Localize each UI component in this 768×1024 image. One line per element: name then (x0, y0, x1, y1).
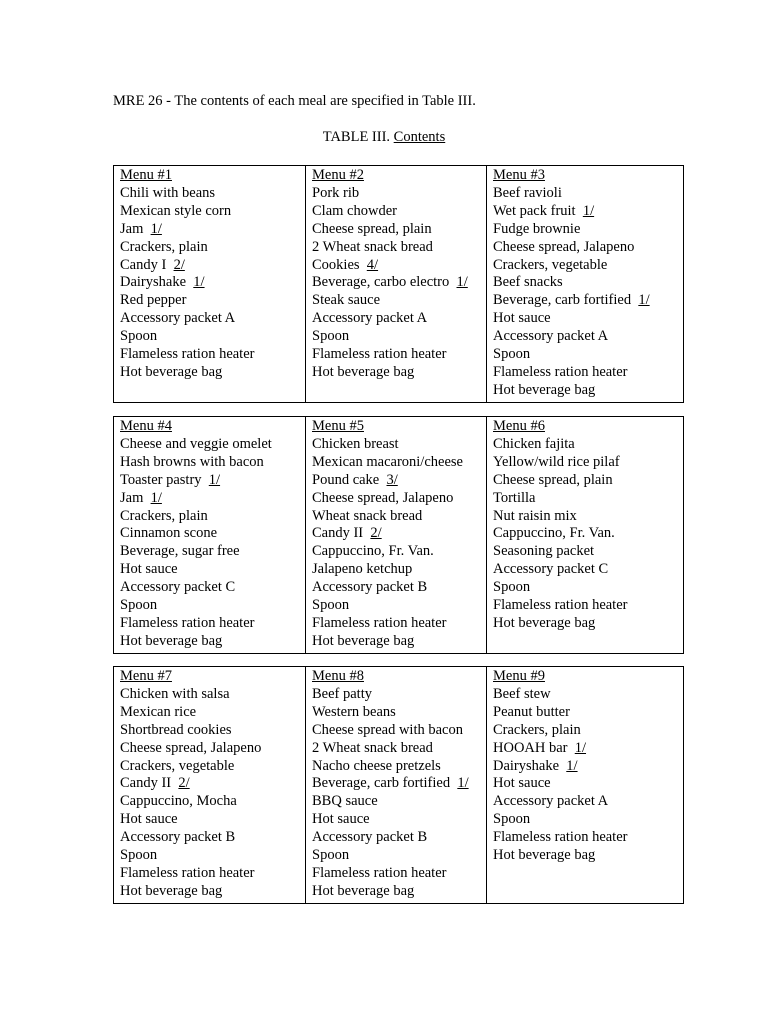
menu-item-text: HOOAH bar (493, 739, 568, 756)
menu-item (493, 740, 683, 758)
menu-item-text: Candy I (120, 256, 167, 273)
menu-item-text: Flameless ration heater (493, 597, 628, 614)
table-title (0, 128, 768, 146)
menu-item-text: Cappuccino, Mocha (120, 793, 237, 810)
menu-item (312, 633, 486, 651)
footnote-ref: 1/ (456, 274, 468, 291)
menu-item (312, 257, 486, 275)
menu-item-text: Flameless ration heater (312, 614, 447, 631)
menu-item-text: Crackers, vegetable (493, 256, 608, 273)
menu-title: Menu #9 (493, 668, 545, 684)
menu-item (312, 704, 486, 722)
menu-item (493, 454, 683, 472)
menu-item-text: Dairyshake (493, 757, 560, 774)
table-title-prefix: TABLE III. (322, 129, 394, 145)
menu-item-text: Jam (120, 220, 144, 237)
menu-item-text: Hot beverage bag (493, 381, 596, 398)
menu-item (120, 543, 305, 561)
menu-cell (306, 667, 487, 904)
menu-item-text: Beverage, carb fortified (312, 775, 451, 792)
menu-item (312, 472, 486, 490)
menu-item-text: Mexican macaroni/cheese (312, 453, 463, 470)
menu-item (312, 561, 486, 579)
menu-item-text: Pork rib (312, 184, 360, 201)
menu-item-text: Shortbread cookies (120, 721, 232, 738)
menu-item-text: Tortilla (493, 489, 536, 506)
menu-item (120, 185, 305, 203)
menu-item-text: Beverage, carbo electro (312, 274, 450, 291)
menu-item (120, 597, 305, 615)
footnote-ref: 2/ (370, 525, 382, 542)
menu-cell (487, 417, 684, 654)
menu-item-text: Hot sauce (493, 310, 551, 327)
menu-item (312, 310, 486, 328)
menu-item-text: Crackers, plain (120, 507, 208, 524)
menu-item (120, 292, 305, 310)
menu-item-text: Flameless ration heater (493, 829, 628, 846)
menu-item-text: Beef snacks (493, 274, 563, 291)
menu-item-text: Spoon (120, 597, 158, 614)
menu-item-text: Flameless ration heater (493, 363, 628, 380)
menu-item (120, 490, 305, 508)
menu-item-text: Wheat snack bread (312, 507, 423, 524)
menu-item (312, 543, 486, 561)
menu-item-text: Mexican style corn (120, 202, 232, 219)
footnote-ref: 1/ (150, 220, 162, 237)
menu-item (493, 811, 683, 829)
footnote-ref: 1/ (193, 274, 205, 291)
menu-item-text: Beef ravioli (493, 184, 562, 201)
menu-item (120, 346, 305, 364)
menu-item (493, 292, 683, 310)
menu-item (312, 274, 486, 292)
menu-item-text: Hot sauce (312, 811, 370, 828)
menu-item (120, 525, 305, 543)
table-title-caption: Contents (393, 129, 446, 145)
menu-item (312, 847, 486, 865)
menu-item-text: Spoon (120, 328, 158, 345)
menu-item-text: Accessory packet C (493, 561, 609, 578)
menu-item-text: Candy II (312, 525, 364, 542)
menu-item (312, 722, 486, 740)
menu-item-text: Cheese spread, plain (312, 220, 432, 237)
footnote-ref: 3/ (386, 471, 398, 488)
menu-item-text: Spoon (312, 597, 350, 614)
menu-item-text: Nacho cheese pretzels (312, 757, 441, 774)
menu-title: Menu #4 (120, 418, 172, 434)
menu-cell (306, 417, 487, 654)
menu-title: Menu #8 (312, 668, 364, 684)
menu-item-text: Cheese spread, Jalapeno (312, 489, 454, 506)
menu-item (120, 811, 305, 829)
menu-item (312, 346, 486, 364)
menu-item-text: Cookies (312, 256, 360, 273)
menu-item (312, 221, 486, 239)
menu-title: Menu #2 (312, 167, 364, 183)
menu-item-text: BBQ sauce (312, 793, 378, 810)
menu-item (312, 454, 486, 472)
menu-item (120, 472, 305, 490)
menu-item-text: Pound cake (312, 471, 380, 488)
menu-item (312, 525, 486, 543)
menu-item (312, 364, 486, 382)
menu-item-text: Red pepper (120, 292, 187, 309)
menu-item-text: Chicken with salsa (120, 685, 230, 702)
footnote-ref: 2/ (178, 775, 190, 792)
menu-item (312, 758, 486, 776)
menu-item (493, 829, 683, 847)
menu-item-text: Toaster pastry (120, 471, 202, 488)
menu-item (120, 454, 305, 472)
menu-cell (487, 166, 684, 403)
menu-item (120, 704, 305, 722)
footnote-ref: 2/ (173, 256, 185, 273)
menu-item (493, 328, 683, 346)
menu-item (120, 865, 305, 883)
menu-item-text: Chicken fajita (493, 435, 575, 452)
intro-text: MRE 26 - The contents of each meal are specified in Table III. (113, 93, 476, 109)
menu-item-text: Spoon (312, 328, 350, 345)
menu-title: Menu #3 (493, 167, 545, 183)
menu-item-text: Chicken breast (312, 435, 399, 452)
menu-item (493, 543, 683, 561)
menu-item (312, 436, 486, 454)
menu-item-text: Nut raisin mix (493, 507, 577, 524)
menu-item (312, 829, 486, 847)
menu-item-text: 2 Wheat snack bread (312, 739, 433, 756)
menu-item-text: Jalapeno ketchup (312, 561, 413, 578)
menu-item-text: Flameless ration heater (120, 864, 255, 881)
menu-item-text: Steak sauce (312, 292, 381, 309)
menu-item-text: Dairyshake (120, 274, 187, 291)
menu-item (493, 704, 683, 722)
menu-item (493, 472, 683, 490)
menu-item (493, 686, 683, 704)
menu-item-text: Hot sauce (120, 811, 178, 828)
menu-item-text: Flameless ration heater (312, 346, 447, 363)
menu-item (120, 615, 305, 633)
menu-item-text: Flameless ration heater (312, 864, 447, 881)
menu-item-text: Candy II (120, 775, 172, 792)
menu-item-text: Cheese and veggie omelet (120, 435, 272, 452)
menu-item (493, 185, 683, 203)
menu-item (493, 274, 683, 292)
menu-item-text: Hot beverage bag (493, 614, 596, 631)
menu-item (120, 740, 305, 758)
menu-table-row-3 (113, 666, 684, 904)
menu-item (120, 775, 305, 793)
menu-item-text: Hot beverage bag (120, 882, 223, 899)
menu-item (312, 740, 486, 758)
menu-item-text: Accessory packet A (493, 328, 609, 345)
menu-item (493, 775, 683, 793)
menu-item-text: Hot beverage bag (493, 847, 596, 864)
menu-item-text: Cheese spread, plain (493, 471, 613, 488)
menu-item (120, 847, 305, 865)
menu-item (312, 579, 486, 597)
menu-item-text: Peanut butter (493, 703, 570, 720)
menu-item-text: 2 Wheat snack bread (312, 238, 433, 255)
menu-item-text: Chili with beans (120, 184, 216, 201)
menu-item-text: Wet pack fruit (493, 202, 576, 219)
footnote-ref: 1/ (574, 739, 587, 756)
menu-item (493, 346, 683, 364)
menu-item (312, 292, 486, 310)
menu-item (120, 310, 305, 328)
menu-item (120, 758, 305, 776)
menu-item (493, 579, 683, 597)
menu-item (120, 686, 305, 704)
footnote-ref: 1/ (582, 202, 595, 219)
menu-title: Menu #6 (493, 418, 545, 434)
menu-item (493, 490, 683, 508)
menu-item (493, 793, 683, 811)
menu-item-text: Hot beverage bag (312, 363, 415, 380)
menu-item-text: Beverage, sugar free (120, 543, 240, 560)
menu-item-text: Beverage, carb fortified (493, 292, 632, 309)
menu-item-text: Hash browns with bacon (120, 453, 264, 470)
menu-title: Menu #7 (120, 668, 172, 684)
menu-item (312, 508, 486, 526)
footnote-ref: 1/ (150, 489, 162, 506)
footnote-ref: 1/ (638, 292, 650, 309)
menu-item-text: Spoon (493, 811, 531, 828)
menu-item-text: Spoon (312, 847, 350, 864)
menu-item (120, 829, 305, 847)
menu-item-text: Spoon (120, 847, 158, 864)
menu-item-text: Seasoning packet (493, 543, 595, 560)
menu-item-text: Accessory packet B (120, 829, 236, 846)
menu-item-text: Hot beverage bag (312, 882, 415, 899)
menu-item-text: Hot beverage bag (120, 632, 223, 649)
menu-cell (114, 417, 306, 654)
menu-cell (487, 667, 684, 904)
menu-item (120, 221, 305, 239)
menu-item (493, 525, 683, 543)
menu-item-text: Mexican rice (120, 703, 197, 720)
footnote-ref: 1/ (566, 757, 578, 774)
menu-item-text: Hot beverage bag (120, 363, 223, 380)
menu-item-text: Crackers, plain (120, 238, 208, 255)
menu-item (312, 185, 486, 203)
menu-item-text: Accessory packet A (120, 310, 236, 327)
menu-item-text: Accessory packet C (120, 579, 236, 596)
menu-item-text: Hot beverage bag (312, 632, 415, 649)
menu-item (120, 436, 305, 454)
menu-item (120, 561, 305, 579)
menu-item (312, 883, 486, 901)
menu-item (312, 615, 486, 633)
menu-item (493, 221, 683, 239)
menu-table-row-2 (113, 416, 684, 654)
menu-item-text: Cappuccino, Fr. Van. (493, 525, 615, 542)
menu-item (120, 579, 305, 597)
menu-cell (306, 166, 487, 403)
menu-item-text: Beef patty (312, 685, 372, 702)
menu-item (493, 758, 683, 776)
menu-item-text: Fudge brownie (493, 220, 581, 237)
menu-item (493, 508, 683, 526)
menu-item (312, 328, 486, 346)
menu-item (120, 883, 305, 901)
menu-item (312, 775, 486, 793)
menu-item (120, 364, 305, 382)
menu-item (120, 508, 305, 526)
footnote-ref: 1/ (208, 471, 221, 488)
menu-item-text: Flameless ration heater (120, 346, 255, 363)
menu-item (120, 793, 305, 811)
menu-item-text: Cappuccino, Fr. Van. (312, 543, 434, 560)
menu-item (312, 203, 486, 221)
menu-item-text: Accessory packet B (312, 579, 428, 596)
menu-item-text: Jam (120, 489, 144, 506)
menu-item (312, 686, 486, 704)
menu-item (120, 239, 305, 257)
menu-item (312, 865, 486, 883)
menu-item (312, 597, 486, 615)
menu-item-text: Crackers, vegetable (120, 757, 235, 774)
menu-item-text: Accessory packet A (312, 310, 428, 327)
menu-item-text: Hot sauce (493, 775, 551, 792)
menu-title: Menu #5 (312, 418, 364, 434)
menu-item-text: Crackers, plain (493, 721, 581, 738)
menu-item-text: Flameless ration heater (120, 614, 255, 631)
menu-item (120, 328, 305, 346)
menu-item-text: Spoon (493, 346, 531, 363)
menu-item-text: Spoon (493, 579, 531, 596)
menu-item (312, 239, 486, 257)
menu-item (312, 490, 486, 508)
menu-item (493, 561, 683, 579)
menu-item (493, 597, 683, 615)
menu-item (120, 633, 305, 651)
menu-item (312, 793, 486, 811)
menu-item (493, 722, 683, 740)
menu-cell (114, 166, 306, 403)
menu-item (312, 811, 486, 829)
menu-item (120, 722, 305, 740)
menu-item (493, 203, 683, 221)
menu-item-text: Yellow/wild rice pilaf (493, 453, 620, 470)
menu-cell (114, 667, 306, 904)
menu-item (493, 436, 683, 454)
menu-title: Menu #1 (120, 167, 172, 183)
menu-item-text: Accessory packet A (493, 793, 609, 810)
footnote-ref: 1/ (457, 775, 469, 792)
menu-item (493, 257, 683, 275)
menu-item-text: Cheese spread, Jalapeno (493, 238, 635, 255)
menu-item-text: Western beans (312, 703, 396, 720)
menu-item (493, 239, 683, 257)
menu-item-text: Accessory packet B (312, 829, 428, 846)
menu-table-row-1 (113, 165, 684, 403)
footnote-ref: 4/ (366, 256, 379, 273)
menu-item-text: Hot sauce (120, 561, 178, 578)
menu-item-text: Clam chowder (312, 202, 397, 219)
menu-item-text: Beef stew (493, 685, 551, 702)
menu-item-text: Cinnamon scone (120, 525, 218, 542)
menu-item-text: Cheese spread, Jalapeno (120, 739, 262, 756)
menu-item-text: Cheese spread with bacon (312, 721, 463, 738)
menu-item (493, 364, 683, 382)
menu-item (493, 615, 683, 633)
menu-item (493, 310, 683, 328)
menu-item (493, 382, 683, 400)
menu-item (120, 257, 305, 275)
menu-item (120, 274, 305, 292)
menu-item (120, 203, 305, 221)
menu-item (493, 847, 683, 865)
